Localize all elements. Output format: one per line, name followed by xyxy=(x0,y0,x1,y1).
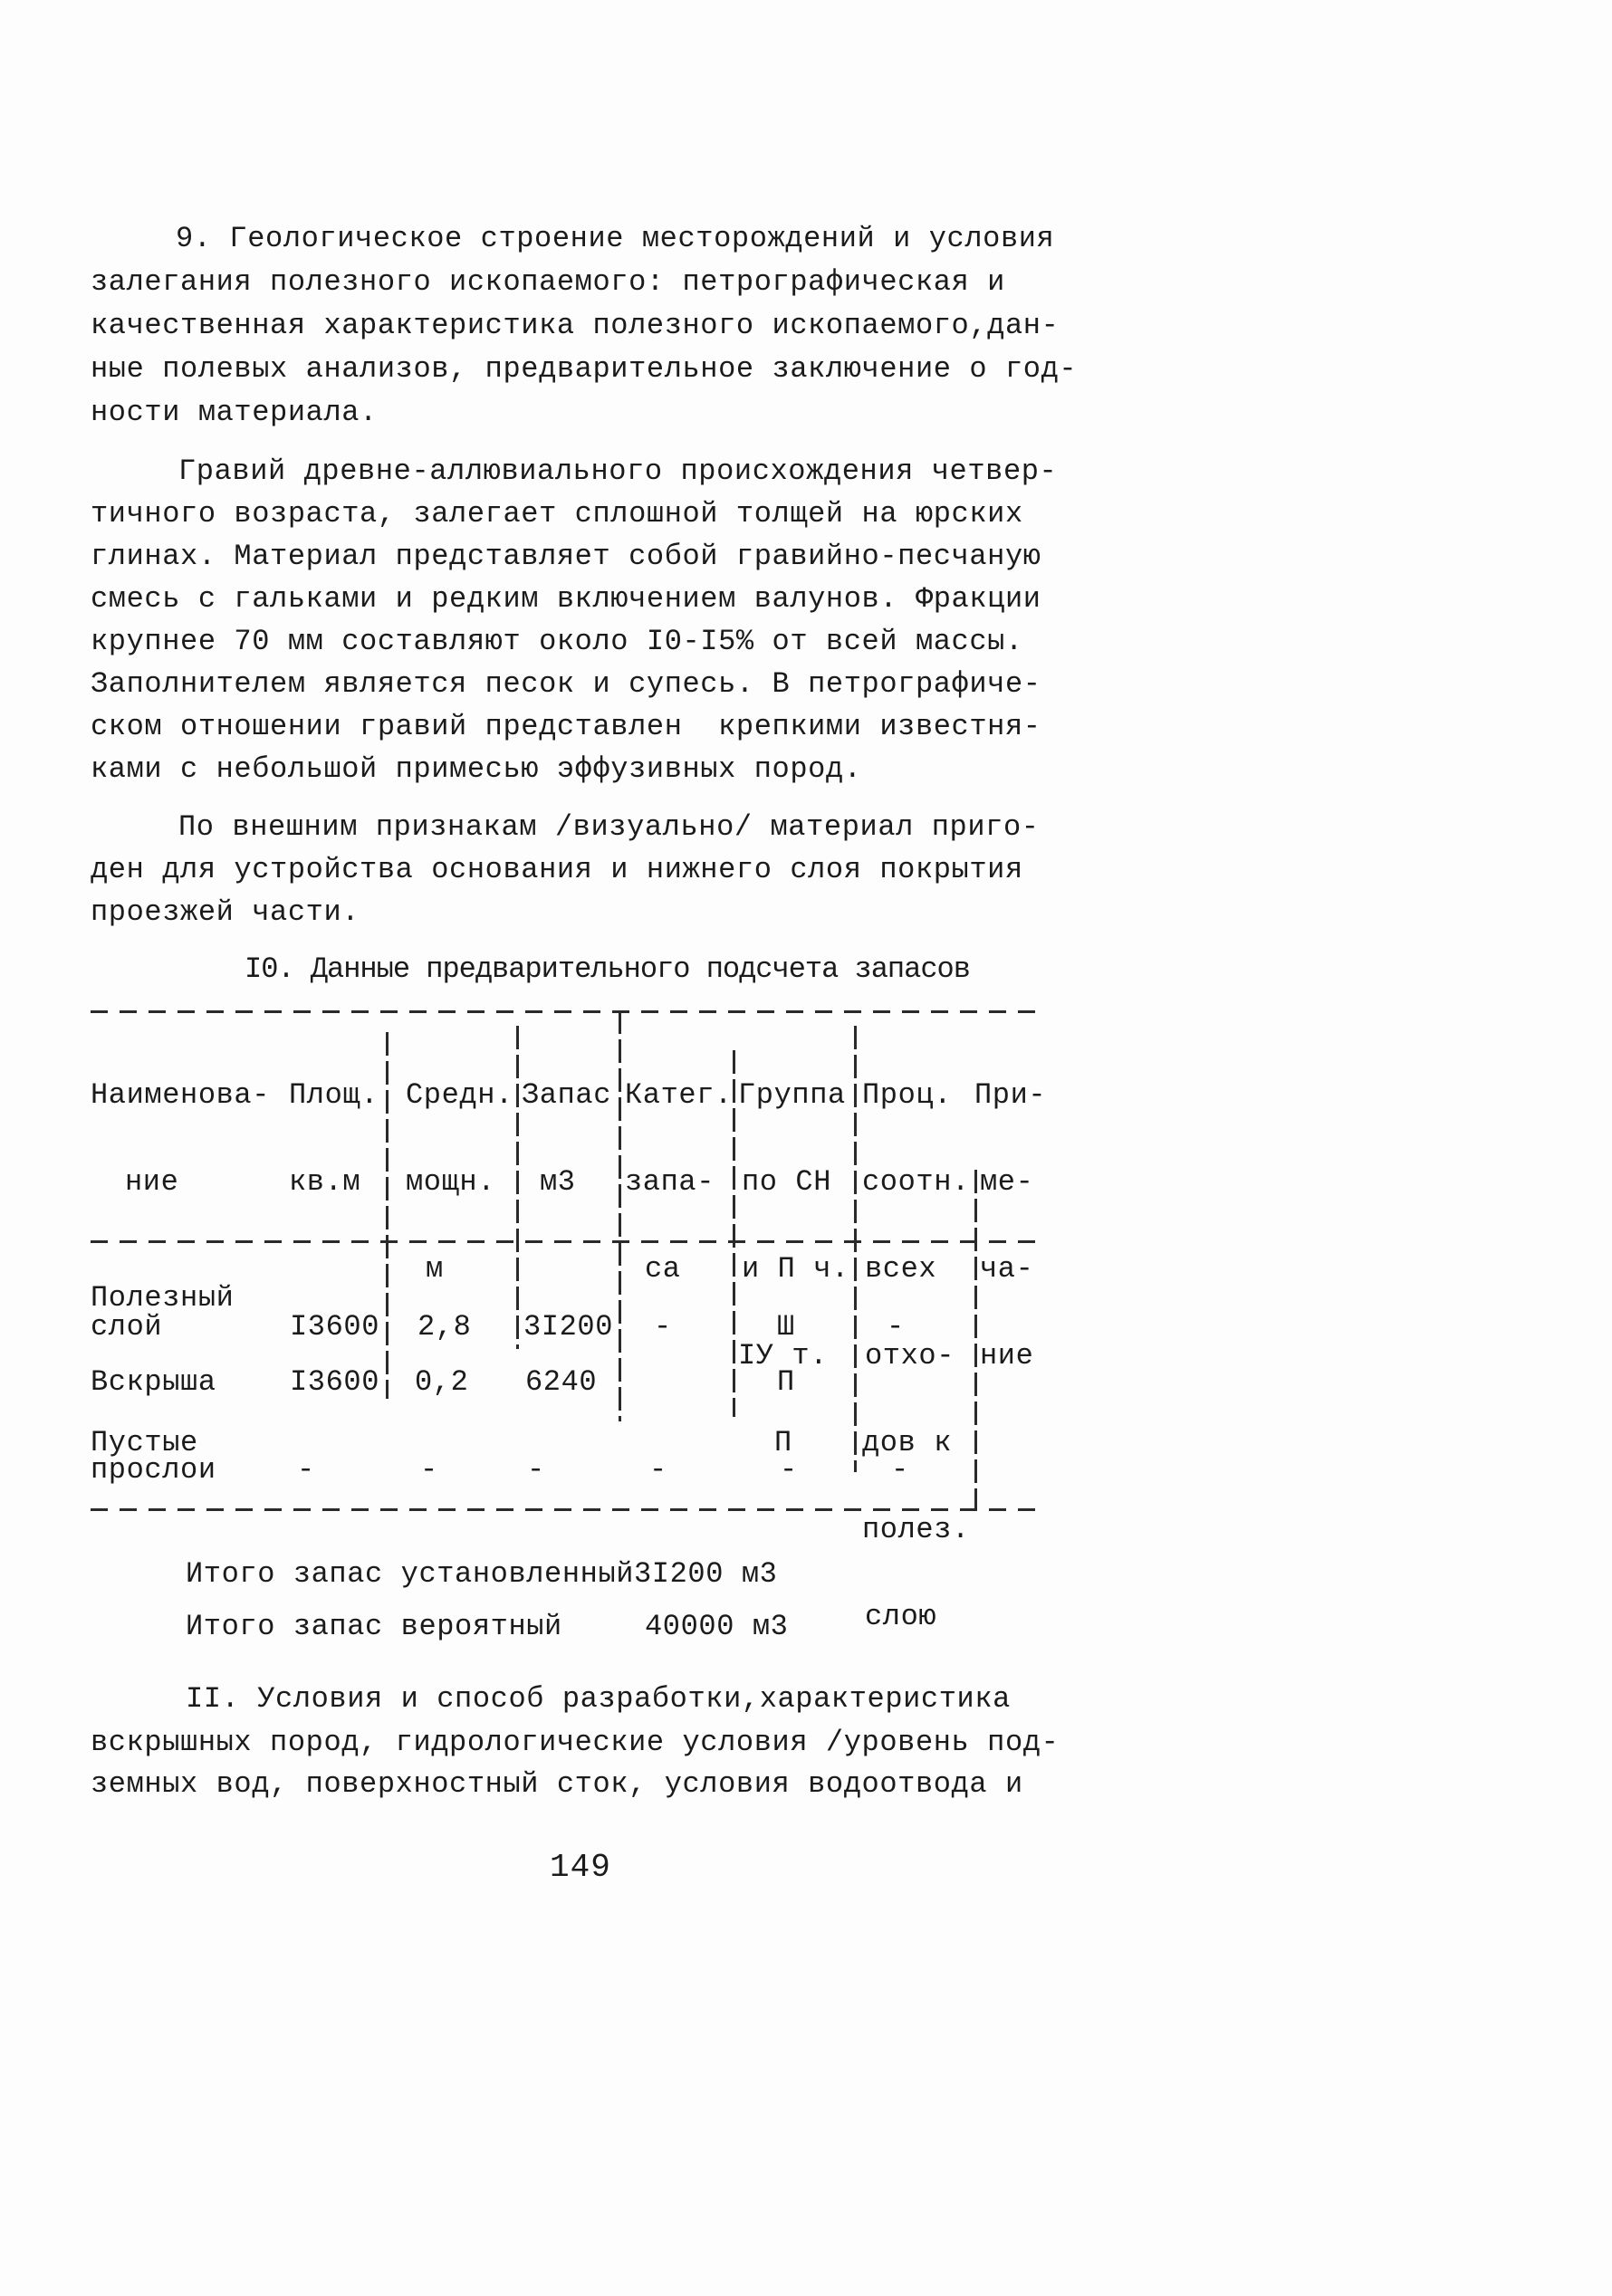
section9-p2-line-2: тичного возраста, залегает сплошной толщей на юрских xyxy=(91,497,1023,531)
table-cell-category: - xyxy=(654,1310,672,1344)
table-separator-3 xyxy=(619,1010,621,1421)
table-cell-volume: - xyxy=(527,1453,545,1487)
table-separator-1 xyxy=(386,1032,389,1399)
column-header-line: ме- xyxy=(980,1165,1034,1199)
column-header-line: всех xyxy=(865,1252,937,1286)
table-cell-name: Пустые xyxy=(91,1426,198,1459)
column-header-area xyxy=(289,1023,379,1255)
section9-p1-line-3: качественная характеристика полезного ископаемого,дан- xyxy=(91,309,1060,342)
column-header-waste-ratio xyxy=(862,1023,970,1689)
page-number: 149 xyxy=(550,1849,611,1886)
section9-p1-line-2: залегания полезного ископаемого: петрографическая и xyxy=(91,265,1005,299)
column-header-line: по СН xyxy=(742,1165,832,1199)
section9-p2-line-8: ками с небольшой примесью эффузивных пород. xyxy=(91,752,862,786)
column-header-volume xyxy=(522,1023,611,1255)
column-header-line: IУ т. xyxy=(738,1339,829,1373)
table-cell-name: прослои xyxy=(91,1453,216,1487)
table-cell-name: Вскрыша xyxy=(91,1365,216,1399)
table-cell-waste-ratio: - xyxy=(891,1453,909,1487)
table-cell-name: слой xyxy=(91,1310,163,1344)
section9-p1-line-5: ности материала. xyxy=(91,396,378,429)
section9-p2-line-3: глинах. Материал представляет собой гравийно-песчаную xyxy=(91,540,1041,573)
section9-p1-line-4: ные полевых анализов, предварительное заключение о год- xyxy=(91,352,1078,386)
section11-line-2: вскрышных пород, гидрологические условия /уровень под- xyxy=(91,1726,1060,1759)
column-header-line: са xyxy=(645,1252,681,1286)
table-separator-4 xyxy=(733,1050,735,1417)
section9-p3-line-3: проезжей части. xyxy=(91,895,360,929)
table-cell-group: Ш xyxy=(777,1310,795,1344)
column-header-line: отхо- xyxy=(865,1339,955,1373)
table-cell-area: I3600 xyxy=(290,1365,380,1399)
table-cell-group: - xyxy=(780,1453,798,1487)
section9-p1-line-1: 9. Геологическое строение месторождений и условия xyxy=(176,222,1055,255)
column-header-line: ние xyxy=(125,1165,179,1199)
section10-heading: I0. Данные предварительного подсчета запасов xyxy=(245,952,970,986)
column-header-line: Группа xyxy=(738,1078,846,1112)
table-cell-volume: 3I200 xyxy=(523,1310,614,1344)
column-header-line: ча- xyxy=(980,1252,1034,1286)
section11-line-1: II. Условия и способ разработки,характеристика xyxy=(186,1682,1011,1716)
column-header-line: Катег. xyxy=(625,1078,733,1112)
column-header-line: При- xyxy=(974,1078,1047,1112)
column-header-line: полез. xyxy=(862,1513,970,1546)
section9-p2-line-6: Заполнителем является песок и супесь. В петрографиче- xyxy=(91,667,1041,701)
column-header-line: ние xyxy=(980,1339,1034,1373)
section9-p2-line-7: ском отношении гравий представлен крепкими известня- xyxy=(91,710,1041,743)
total-probable-label: Итого запас вероятный xyxy=(186,1610,562,1643)
table-rule-top xyxy=(91,1010,1043,1013)
total-probable-value: 40000 м3 xyxy=(645,1610,789,1643)
column-header-line: дов к xyxy=(862,1426,953,1459)
table-cell-thickness: 0,2 xyxy=(415,1365,469,1399)
table-cell-waste-ratio: - xyxy=(887,1310,905,1344)
table-cell-area: I3600 xyxy=(290,1310,380,1344)
column-header-line: м xyxy=(426,1252,444,1286)
table-cell-group: П xyxy=(777,1365,795,1399)
table-cell-category: - xyxy=(649,1453,667,1487)
section9-p3-line-1: По внешним признакам /визуально/ материал приго- xyxy=(178,810,1040,844)
column-header-thickness xyxy=(406,1023,513,1342)
column-header-note xyxy=(974,1023,1046,1429)
table-cell-volume: 6240 xyxy=(525,1365,598,1399)
section9-p2-line-5: крупнее 70 мм составляют около I0-I5% от всей массы. xyxy=(91,625,1023,658)
column-header-name xyxy=(91,1023,270,1255)
table-cell-thickness: - xyxy=(420,1453,438,1487)
column-header-line: соотн. xyxy=(862,1165,970,1199)
column-header-line: Средн. xyxy=(406,1078,513,1112)
column-header-line: слою xyxy=(865,1600,937,1633)
section9-p2-line-1: Гравий древне-аллювиального происхождения четвер- xyxy=(178,454,1058,488)
table-separator-5 xyxy=(854,1026,857,1472)
column-header-line: и П ч. xyxy=(742,1252,849,1286)
column-header-category xyxy=(625,1023,733,1342)
table-cell-name: Полезный xyxy=(91,1281,235,1315)
column-header-line: мощн. xyxy=(406,1165,496,1199)
column-header-line: Проц. xyxy=(862,1078,953,1112)
column-header-line: м3 xyxy=(540,1165,576,1199)
column-header-line: Наименова- xyxy=(91,1078,271,1112)
column-header-group xyxy=(738,1023,849,1516)
column-header-line: Площ. xyxy=(289,1078,379,1112)
total-established-label: Итого запас установленный xyxy=(186,1557,635,1591)
section9-p3-line-2: ден для устройства основания и нижнего слоя покрытия xyxy=(91,853,1023,886)
column-header-line: Запас xyxy=(522,1078,612,1112)
total-established-value: 3I200 м3 xyxy=(634,1557,778,1591)
table-separator-2 xyxy=(516,1026,519,1349)
column-header-line: запа- xyxy=(625,1165,715,1199)
section11-line-3: земных вод, поверхностный сток, условия водоотвода и xyxy=(91,1767,1023,1801)
column-header-line: кв.м xyxy=(289,1165,361,1199)
section9-p2-line-4: смесь с гальками и редким включением валунов. Фракции xyxy=(91,582,1041,616)
column-header-line: П xyxy=(774,1426,792,1459)
table-cell-thickness: 2,8 xyxy=(417,1310,472,1344)
table-cell-area: - xyxy=(297,1453,315,1487)
